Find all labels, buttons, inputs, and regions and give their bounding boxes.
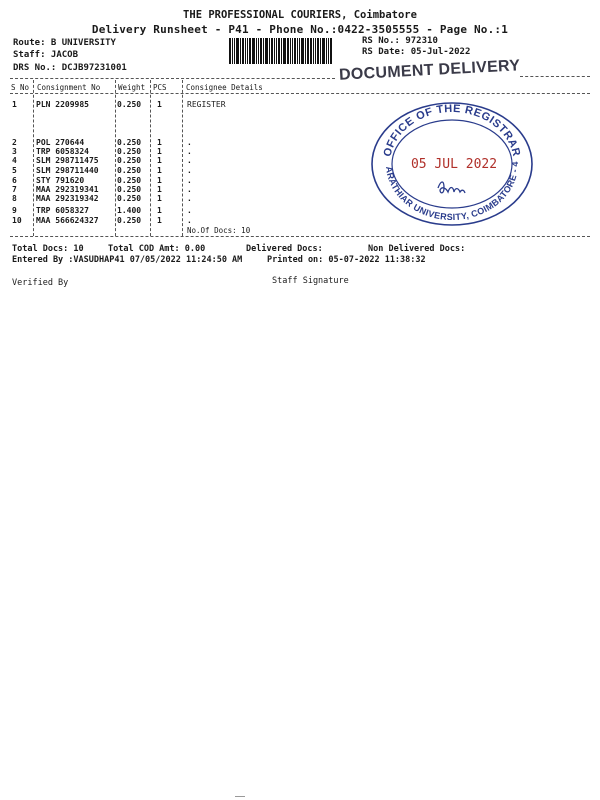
row-consignment: PLN 2209985 [36,100,89,109]
row-sno: 3 [12,147,17,156]
barcode-bar [307,38,309,64]
col-divider [115,80,116,236]
header-weight: Weight [118,83,146,92]
barcode-bar [297,38,298,64]
entered-by: Entered By :VASUDHAP41 07/05/2022 11:24:50 AM [12,255,243,265]
barcode-bar [242,38,244,64]
barcode-bar [274,38,275,64]
row-consignment: MAA 292319341 [36,185,99,194]
table-top-rule [10,78,335,79]
registrar-seal [368,100,536,228]
barcode-bar [240,38,241,64]
row-sno: 4 [12,156,17,165]
barcode-bar [252,38,255,64]
no-of-docs: No.Of Docs: 10 [187,226,251,235]
row-details: . [187,147,192,156]
barcode-bar [258,38,259,64]
total-cod: Total COD Amt: 0.00 [108,244,206,254]
row-weight: 0.250 [117,166,142,175]
row-pcs: 1 [157,100,162,109]
row-sno: 8 [12,194,17,203]
non-delivered-docs: Non Delivered Docs: [368,244,466,254]
row-weight: 0.250 [117,100,142,109]
barcode-bar [317,38,319,64]
barcode-bar [263,38,264,64]
row-weight: 0.250 [117,147,142,156]
barcode-bar [313,38,314,64]
barcode-bar [310,38,312,64]
delivered-docs: Delivered Docs: [246,244,323,254]
seal-bottom-text: ARATHIAR UNIVERSITY, COIMBATORE - 4 [383,161,521,223]
row-details: . [187,194,192,203]
barcode-bar [290,38,291,64]
row-pcs: 1 [157,216,162,225]
row-consignment: STY 791620 [36,176,85,185]
barcode-bar [245,38,246,64]
barcode-bar [328,38,329,64]
row-pcs: 1 [157,185,162,194]
col-divider [150,80,151,236]
staff-signature: Staff Signature [272,276,349,286]
barcode-bar [276,38,277,64]
seal-top-text: OFFICE OF THE REGISTRAR [381,102,523,158]
barcode-bar [292,38,293,64]
row-weight: 0.250 [117,185,142,194]
staff-label: Staff: JACOB [13,50,79,60]
row-details: . [187,216,192,225]
row-pcs: 1 [157,206,162,215]
row-pcs: 1 [157,138,162,147]
row-sno: 5 [12,166,17,175]
route-label: Route: B UNIVERSITY [13,38,116,48]
header-bottom-rule [10,93,590,94]
row-sno: 10 [12,216,22,225]
barcode-bar [256,38,257,64]
row-weight: 0.250 [117,138,142,147]
barcode-bar [281,38,282,64]
barcode-bar [234,38,235,64]
row-weight: 0.250 [117,176,142,185]
svg-text:OFFICE OF THE REGISTRAR [382,103,523,158]
col-divider [33,80,34,236]
barcode-bar [301,38,304,64]
row-details: REGISTER [187,100,226,109]
row-weight: 1.400 [117,206,142,215]
row-details: . [187,206,192,215]
barcode-bar [315,38,316,64]
printed-on: Printed on: 05-07-2022 11:38:32 [267,255,426,265]
verified-by: Verified By [12,278,69,288]
row-sno: 2 [12,138,17,147]
header-consignment: Consignment No [37,83,101,92]
row-consignment: MAA 292319342 [36,194,99,203]
barcode-bar [287,38,289,64]
barcode-bar [232,38,233,64]
row-consignment: MAA 566624327 [36,216,99,225]
barcode-bar [330,38,332,64]
table-bottom-rule [10,236,590,237]
row-pcs: 1 [157,194,162,203]
row-weight: 0.250 [117,156,142,165]
table-top-rule-right [520,76,590,77]
header-sno: S No [11,83,30,92]
barcode-bar [320,38,321,64]
row-consignment: SLM 298711475 [36,156,99,165]
row-consignment: POL 270644 [36,138,85,147]
barcode-bar [265,38,268,64]
total-docs: Total Docs: 10 [12,244,84,254]
row-pcs: 1 [157,176,162,185]
row-details: . [187,176,192,185]
signature-icon [438,182,465,193]
seal-date: 05 JUL 2022 [410,157,498,172]
header-consignee: Consignee Details [186,83,263,92]
barcode-bar [249,38,251,64]
barcode-bar [278,38,280,64]
barcode-bar [326,38,327,64]
runsheet-subtitle: Delivery Runsheet - P41 - Phone No.:0422-3505555 - Page No.:1 [91,23,509,36]
row-weight: 0.250 [117,194,142,203]
row-details: . [187,166,192,175]
row-pcs: 1 [157,147,162,156]
header-pcs: PCS [153,83,167,92]
document-delivery-stamp: DOCUMENT DELIVERY [338,57,521,84]
barcode-bar [269,38,270,64]
rs-number: RS No.: 972310 [362,36,438,46]
row-sno: 1 [12,100,17,109]
rs-date: RS Date: 05-Jul-2022 [362,47,471,57]
company-title: THE PROFESSIONAL COURIERS, Coimbatore [183,9,417,21]
row-sno: 9 [12,206,17,215]
barcode-bar [294,38,296,64]
drs-number: DRS No.: DCJB97231001 [13,63,127,73]
row-consignment: TRP 6058327 [36,206,89,215]
row-sno: 6 [12,176,17,185]
row-pcs: 1 [157,156,162,165]
barcode-bar [305,38,306,64]
page-edge-mark [235,796,245,797]
barcode-bar [247,38,248,64]
barcode-bar [271,38,273,64]
barcode-bar [299,38,300,64]
row-weight: 0.250 [117,216,142,225]
row-details: . [187,185,192,194]
barcode-bar [260,38,262,64]
row-pcs: 1 [157,166,162,175]
col-divider [182,80,183,236]
row-sno: 7 [12,185,17,194]
barcode-bar [236,38,239,64]
barcode-bar [322,38,325,64]
row-consignment: SLM 298711440 [36,166,99,175]
barcode [229,38,334,64]
row-details: . [187,138,192,147]
barcode-bar [283,38,286,64]
barcode-bar [229,38,231,64]
row-consignment: TRP 6058324 [36,147,89,156]
row-details: . [187,156,192,165]
